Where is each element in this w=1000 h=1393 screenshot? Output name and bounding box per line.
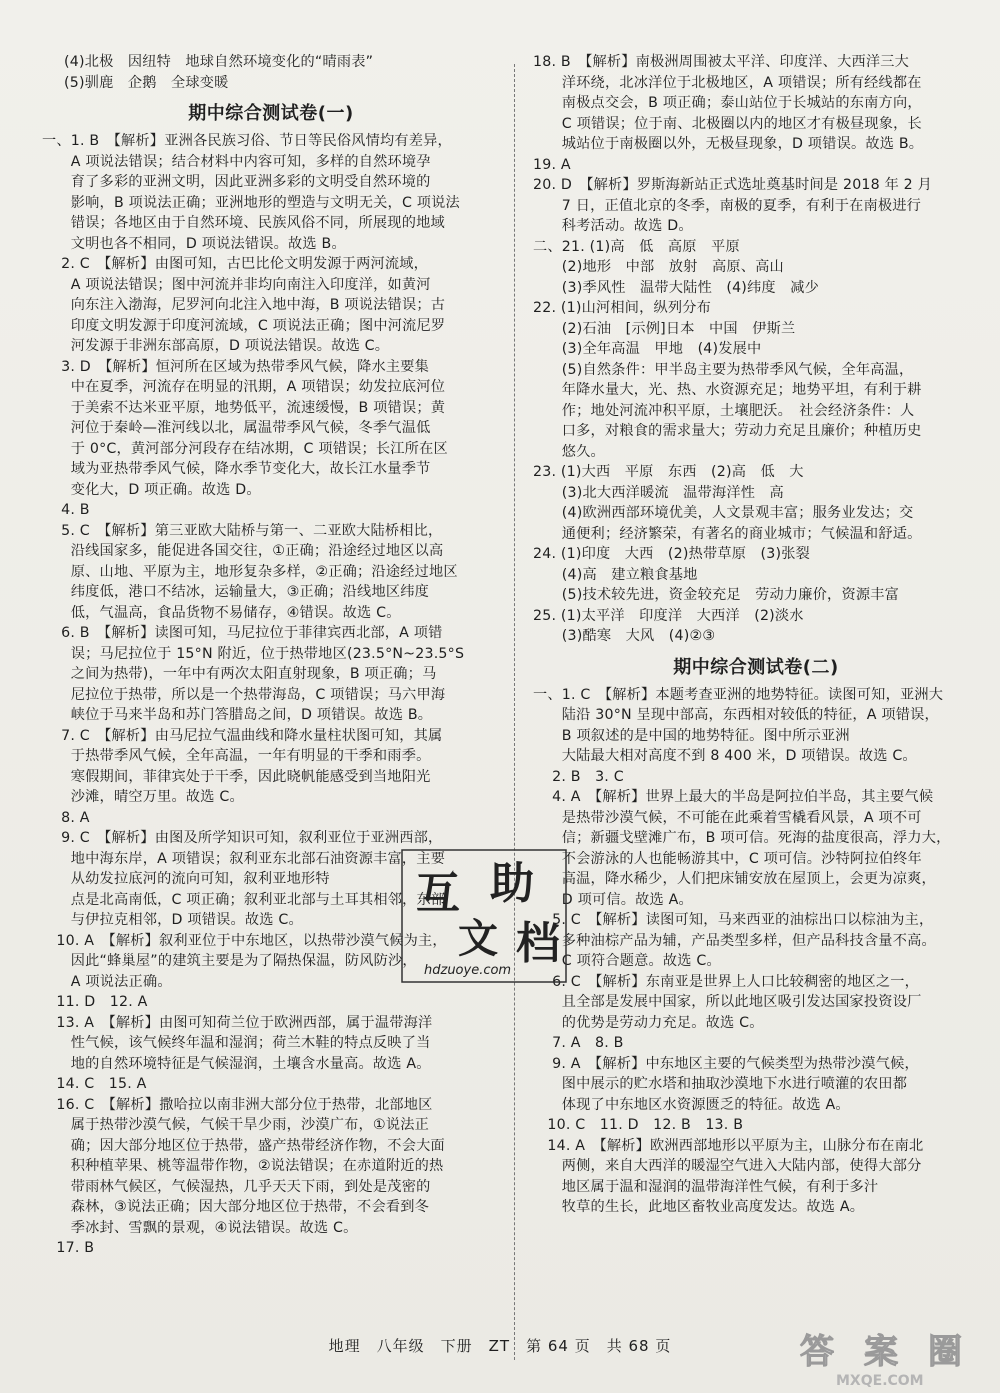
answer-item: 24. (1)印度 大西 (2)热带草原 (3)张裂 (4)高 建立粮食基地 (5)技术较先进，资金较充足 劳动力廉价，资源丰富	[533, 546, 899, 603]
answer-item: 5. C 【解析】读图可知，马来西亚的油棕出口以棕油为主， 多种油棕产品为辅，产品类型多样，但产品科技含量不高。 C 项符合题意。故选 C。	[552, 912, 936, 969]
answer-item: 2. C 【解析】由图可知，古巴比伦文明发源于两河流域， A 项说法错误；图中河流并非均向南注入印度洋，如黄河 向东注入渤海，尼罗河向北注入地中海，B 项说法错误；古 印度文明发源于印度河流域，C 项说法正确；图中河流尼罗 河发源于非洲东部高原，D 项说法错误。故选 C。	[61, 256, 446, 354]
svg-text:案: 案	[864, 1332, 898, 1372]
answer-item: 3. D 【解析】恒河所在区域为热带季风气候，降水主要集 中在夏季，河流存在明显的汛期，A 项错误；幼发拉底河位 于美索不达米亚平原，地势低平，流速缓慢，B 项错误；黄 河位于秦岭—淮河线以北，属温带季风气候，冬季气温低 于 0°C，黄河部分河段存在结冰期，C 项错误；长江所在区 域为亚热带季风气候，降水季节变化大，故长江水量季节 变化大，D 项正确。故选 D。	[61, 358, 448, 498]
answer-item: 14. C 15. A	[42, 1076, 147, 1092]
answer-item: 25. (1)太平洋 印度洋 大西洋 (2)淡水 (3)酷寒 大风 (4)②③	[533, 607, 804, 644]
answer-item: 二、21. (1)高 低 高原 平原 (2)地形 中部 放射 高原、高山 (3)季风性 温带大陆性 (4)纬度 减少	[533, 238, 819, 296]
left-column	[42, 52, 500, 1259]
mxqe-watermark-logo	[796, 1323, 992, 1389]
answer-item: 14. A 【解析】欧洲西部地形以平原为主，山脉分布在南北 两侧，来自大西洋的暖湿空气进入大陆内部，使得大部分 地区属于温和湿润的温带海洋性气候，有利于多汁 牧草的生长，此地区畜牧业高度发达。故选 A。	[547, 1137, 924, 1215]
answer-item: 19. A	[533, 156, 571, 173]
svg-text:答: 答	[800, 1332, 834, 1372]
answer-item: 7. C 【解析】由马尼拉气温曲线和降水量柱状图可知，其属 于热带季风气候，全年高温，一年有明显的干季和雨季。 寒假期间，菲律宾处于干季，因此晓帆能感受到当地阳光 沙滩，晴空万里。故选 C。	[61, 727, 443, 805]
answer-item: 10. A 【解析】叙利亚位于中东地区，以热带沙漠气候为主， 因此“蜂巢屋”的建筑主要是为了隔热保温，防风防沙， A 项说法正确。	[56, 932, 447, 990]
answer-item: (5)驯鹿 企鹅 全球变暖	[64, 74, 229, 91]
hdzuoye-stamp-logo	[398, 846, 570, 986]
answer-item: 2. B 3. C	[533, 768, 624, 785]
svg-text:互: 互	[416, 868, 460, 919]
answer-item: 11. D 12. A	[42, 994, 148, 1010]
section-heading: 期中综合测试卷(二)	[673, 656, 839, 678]
answer-item: 22. (1)山河相间，纵列分布 (2)石油 [示例]日本 中国 伊斯兰 (3)全年高温 甲地 (4)发展中 (5)自然条件：甲半岛主要为热带季风气候，全年高温， 年降水量大，光、热、水资源充足；地势平坦，有利于耕 作；地处河流冲积平原，土壤肥沃。 社会经济条件：人 口多，对粮食的需求量大；劳动力充足且廉价；种植历史 悠久。	[533, 300, 922, 460]
answer-item: 9. C 【解析】由图及所学知识可知，叙利亚位于亚洲西部， 地中海东岸，A 项错误；叙利亚东北部石油资源丰富，主要 从幼发拉底河的流向可知，叙利亚地形特 点是北高南低，C 项正确；叙利亚北部与土耳其相邻，东部 与伊拉克相邻，D 项错误。故选 C。	[61, 830, 446, 928]
answer-item: 6. C 【解析】东南亚是世界上人口比较稠密的地区之一， 且全部是发展中国家，所以此地区吸引发达国家投资设厂 的优势是劳动力充足。故选 C。	[552, 973, 922, 1031]
answer-item: (4)北极 因纽特 地球自然环境变化的“晴雨表”	[64, 54, 374, 70]
answer-item: 一、1. B 【解析】亚洲各民族习俗、节日等民俗风情均有差异， A 项说法错误；结合材料中内容可知，多样的自然环境孕 育了多彩的亚洲文明，因此亚洲多彩的文明受自然环境的 影响，B 项说法正确；亚洲地形的塑造与文明无关，C 项说法 错误；各地区由于自然环境、民族风俗不同，所展现的地域 文明也各不相同，D 项说法错误。故选 B。	[42, 133, 460, 252]
svg-text:hdzuoye.com: hdzuoye.com	[424, 963, 512, 978]
answer-item: 10. C 11. D 12. B 13. B	[533, 1117, 744, 1133]
svg-text:文: 文	[458, 915, 498, 962]
answer-item: 8. A	[42, 809, 90, 826]
page-footer: 地理 八年级 下册 ZT 第 64 页 共 68 页	[328, 1337, 672, 1355]
section-heading: 期中综合测试卷(一)	[188, 103, 354, 124]
answer-item: 17. B	[42, 1240, 95, 1256]
column-divider	[514, 64, 515, 1360]
right-column	[533, 52, 979, 1218]
answer-item: 4. A 【解析】世界上最大的半岛是阿拉伯半岛，其主要气候 是热带沙漠气候，不可能在此乘着雪橇看风景，A 项不可 信；新疆戈壁滩广布，B 项可信。死海的盐度很高，浮力大， 不会游泳的人也能畅游其中，C 项可信。沙特阿拉伯终年 高温，降水稀少，人们把床铺安放在屋顶上，会更为凉爽， D 项可信。故选 A。	[552, 789, 951, 908]
svg-text:助: 助	[490, 858, 534, 909]
answer-item: 6. B 【解析】读图可知，马尼拉位于菲律宾西北部，A 项错 误；马尼拉位于 15°N 附近，位于热带地区(23.5°N~23.5°S 之间为热带)，一年中有两次太阳直射现象，B 项正确；马 尼拉位于热带，所以是一个热带海岛，C 项错误；马六甲海 峡位于马来半岛和苏门答腊岛之间，D 项错误。故选 B。	[61, 625, 465, 723]
answer-item: 5. C 【解析】第三亚欧大陆桥与第一、二亚欧大陆桥相比， 沿线国家多，能促进各国交往，①正确；沿途经过地区以高 原、山地、平原为主，地形复杂多样，②正确；沿途经过地区 纬度低，港口不结冰，运输量大，③正确；沿线地区纬度 低，气温高，食品货物不易储存，④错误。故选 C。	[61, 522, 458, 621]
answer-item: 9. A 【解析】中东地区主要的气候类型为热带沙漠气候， 图中展示的贮水塔和抽取沙漠地下水进行喷灌的农田都 体现了中东地区水资源匮乏的特征。故选 A。	[552, 1055, 919, 1113]
answer-item: 13. A 【解析】由图可知荷兰位于欧洲西部，属于温带海洋 性气候，该气候终年温和湿润；荷兰木鞋的特点反映了当 地的自然环境特征是气候湿润，土壤含水量高。故选 A。	[56, 1014, 433, 1072]
svg-text:MXQE.COM: MXQE.COM	[836, 1373, 924, 1389]
answer-item: 7. A 8. B	[533, 1035, 624, 1051]
svg-text:圈: 圈	[928, 1332, 962, 1372]
answer-item: 23. (1)大西 平原 东西 (2)高 低 大 (3)北大西洋暖流 温带海洋性 高 (4)欧洲西部环境优美，人文景观丰富；服务业发达；交 通便利；经济繁荣，有著名的商业城市；气候温和舒适。	[533, 464, 922, 542]
answer-item: 4. B	[42, 502, 90, 518]
svg-text:档: 档	[516, 918, 560, 969]
answer-item: 一、1. C 【解析】本题考查亚洲的地势特征。读图可知，亚洲大 陆沿 30°N 呈现中部高，东西相对较低的特征，A 项错误， B 项叙述的是中国的地势特征。图中所示亚洲 大陆最大相对高度不到 8 400 米，D 项错误。故选 C。	[533, 686, 944, 764]
answer-item: 20. D 【解析】罗斯海新站正式选址奠基时间是 2018 年 2 月 7 日，正值北京的冬季，南极的夏季，有利于在南极进行 科考活动。故选 D。	[533, 177, 933, 234]
answer-item: 18. B 【解析】南极洲周围被太平洋、印度洋、大西洋三大 洋环绕，北冰洋位于北极地区，A 项错误；所有经线都在 南极点交会，B 项正确；泰山站位于长城站的东南方向， C 项错误；位于南、北极圈以内的地区才有极昼现象，长 城站位于南极圈以外，无极昼现象，D 项错误。故选 B。	[533, 54, 924, 152]
answer-item: 16. C 【解析】撒哈拉以南非洲大部分位于热带，北部地区 属于热带沙漠气候，气候干旱少雨，沙漠广布，①说法正 确；因大部分地区位于热带，盛产热带经济作物，不会大面 积种植苹果、桃等温带作物，②说法错误；在赤道附近的热 带雨林气候区，气候湿热，几乎天天下雨，到处是茂密的 森林，③说法正确；因大部分地区位于热带，不会看到冬 季冰封、雪飘的景观，④说法错误。故选 C。	[56, 1096, 445, 1236]
